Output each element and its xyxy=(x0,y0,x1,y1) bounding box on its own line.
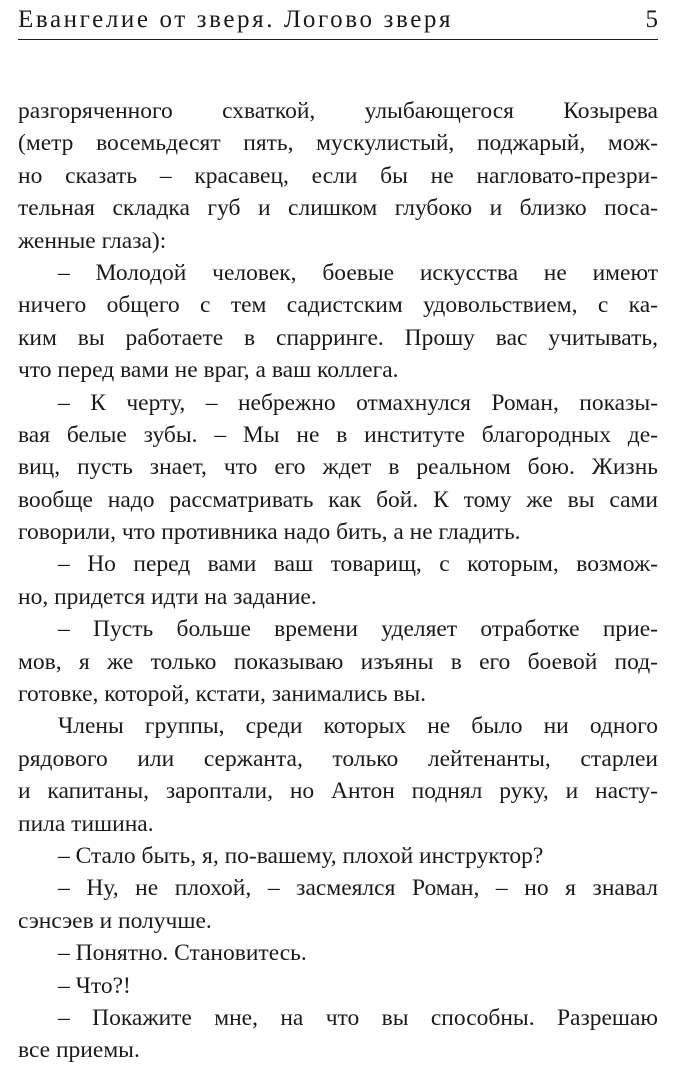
page-number: 5 xyxy=(645,6,658,33)
text-line: – Ну, не плохой, – засмеялся Роман, – но я знавал xyxy=(58,875,658,902)
text-line: – Что?! xyxy=(58,972,131,999)
text-line: пила тишина. xyxy=(18,810,154,837)
text-line: тельная складка губ и слишком глубоко и близко поса- xyxy=(18,195,658,222)
text-line: и капитаны, зароптали, но Антон поднял руку, и насту- xyxy=(18,778,658,805)
text-line: Члены группы, среди которых не было ни одного xyxy=(58,713,658,740)
text-line: женные глаза): xyxy=(18,227,167,254)
text-line: сэнсэев и получше. xyxy=(18,907,212,934)
text-line: – К черту, – небрежно отмахнулся Роман, показы- xyxy=(58,389,658,416)
body-text xyxy=(18,95,658,1067)
text-line: – Молодой человек, боевые искусства не имеют xyxy=(58,259,658,286)
text-line: но сказать – красавец, если бы не нагловато-презри- xyxy=(18,162,658,189)
text-line: все приемы. xyxy=(18,1037,140,1064)
text-line: рядового или сержанта, только лейтенанты, старлеи xyxy=(18,745,658,772)
text-line: говорили, что противника надо бить, а не гладить. xyxy=(18,519,521,546)
text-line: виц, пусть знает, что его ждет в реальном бою. Жизнь xyxy=(18,454,658,481)
text-line: вообще надо рассматривать как бой. К тому же вы сами xyxy=(18,486,658,513)
text-line: (метр восемьдесят пять, мускулистый, поджарый, мож- xyxy=(18,130,658,157)
text-line: – Понятно. Становитесь. xyxy=(58,940,307,967)
text-line: ничего общего с тем садистским удовольствием, с ка- xyxy=(18,292,658,319)
text-line: – Стало быть, я, по-вашему, плохой инструктор? xyxy=(58,842,544,869)
text-line: – Покажите мне, на что вы способны. Разрешаю xyxy=(58,1004,658,1031)
text-line: – Но перед вами ваш товарищ, с которым, возмож- xyxy=(58,551,658,578)
running-title: Евангелие от зверя. Логово зверя xyxy=(18,6,454,33)
text-line: мов, я же только показываю изъяны в его боевой под- xyxy=(18,648,658,675)
text-line: – Пусть больше времени уделяет отработке прие- xyxy=(58,616,658,643)
running-header xyxy=(18,4,658,40)
text-line: ким вы работаете в спарринге. Прошу вас учитывать, xyxy=(18,324,658,351)
text-line: разгоряченного схваткой, улыбающегося Козырева xyxy=(18,98,658,124)
text-line: вая белые зубы. – Мы не в институте благородных де- xyxy=(18,421,658,448)
text-line: что перед вами не враг, а ваш коллега. xyxy=(18,357,399,384)
text-line: готовке, которой, кстати, занимались вы. xyxy=(18,681,427,708)
text-line: но, придется идти на задание. xyxy=(18,583,317,610)
